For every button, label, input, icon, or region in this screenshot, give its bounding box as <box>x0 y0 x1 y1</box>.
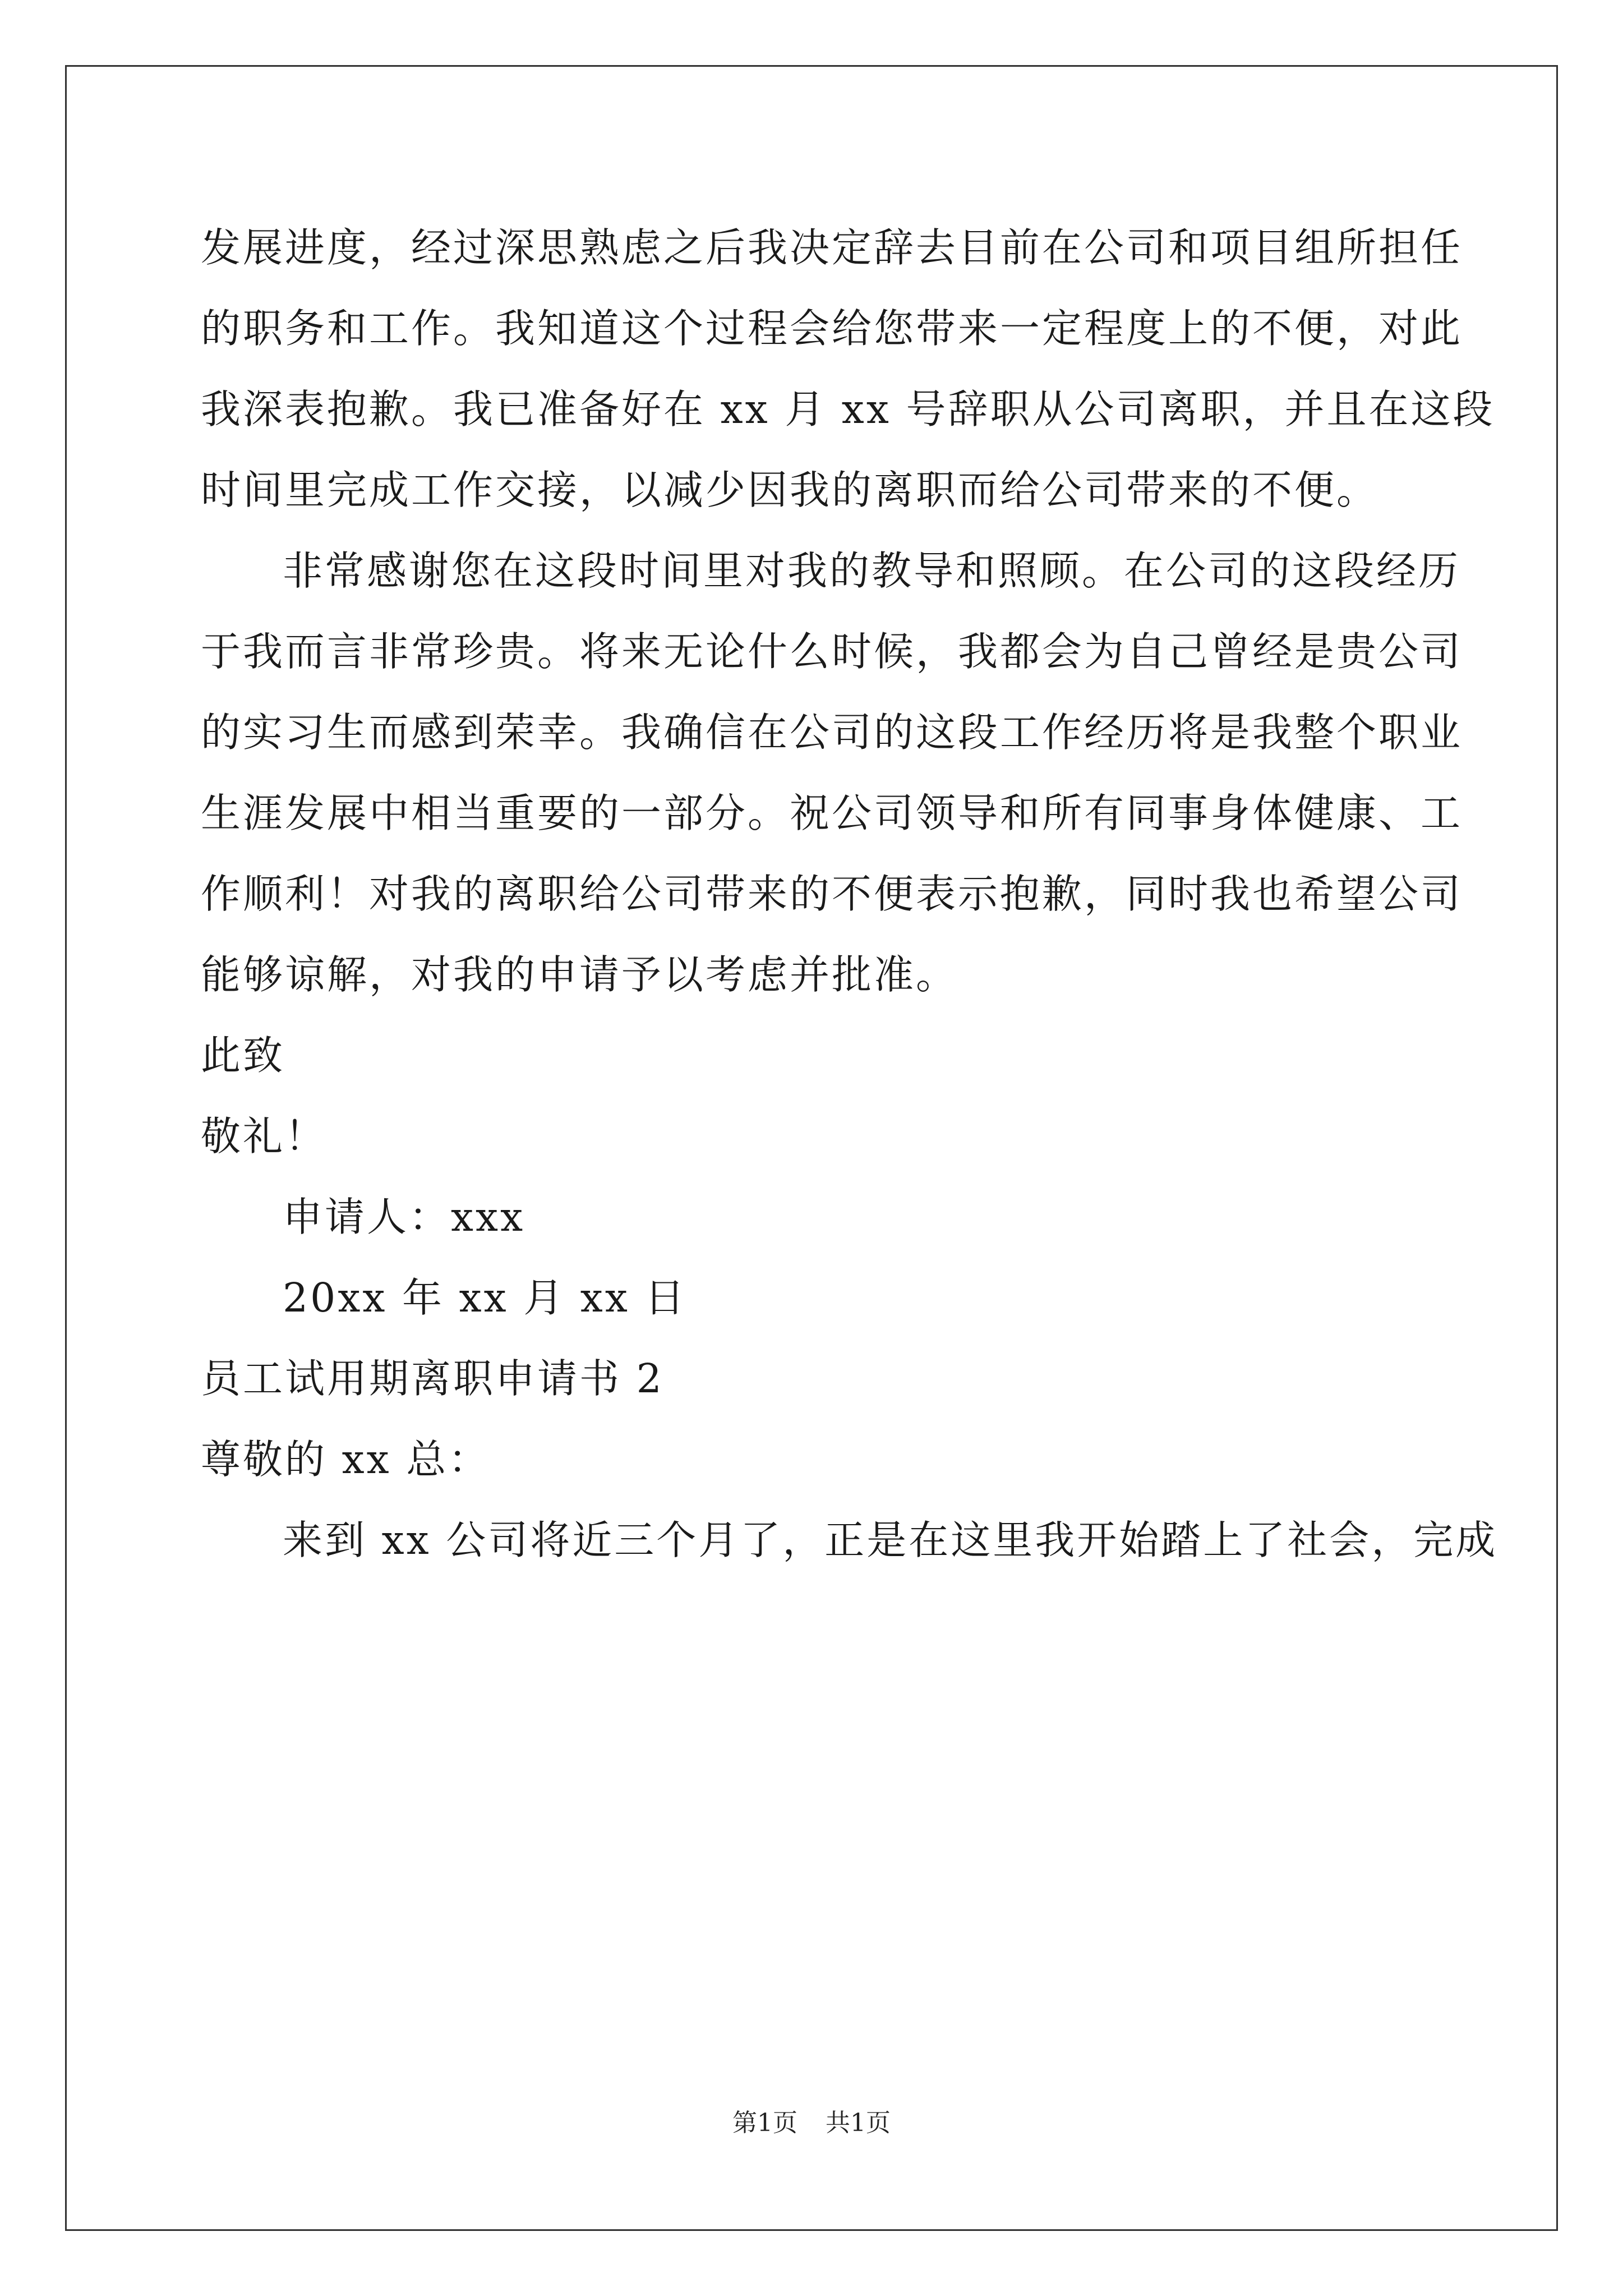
closing-salutation: 此致 <box>201 1032 285 1079</box>
paragraph-line: 我深表抱歉。我已准备好在 xx 月 xx 号辞职从公司离职，并且在这段 <box>201 386 1495 432</box>
paragraph-line: 生涯发展中相当重要的一部分。祝公司领导和所有同事身体健康、工 <box>201 790 1463 836</box>
paragraph-line: 时间里完成工作交接，以减少因我的离职而给公司带来的不便。 <box>201 467 1379 513</box>
closing-regards: 敬礼！ <box>201 1113 328 1159</box>
paragraph-line: 非常感谢您在这段时间里对我的教导和照顾。在公司的这段经历 <box>283 547 1461 594</box>
section-title: 员工试用期离职申请书 2 <box>201 1355 664 1402</box>
signature-date: 20xx 年 xx 月 xx 日 <box>283 1274 687 1321</box>
page-footer <box>0 2102 1623 2138</box>
paragraph-line: 发展进度，经过深思熟虑之后我决定辞去目前在公司和项目组所担任 <box>201 224 1463 271</box>
document-body <box>201 208 1498 1581</box>
paragraph-line: 来到 xx 公司将近三个月了，正是在这里我开始踏上了社会，完成 <box>283 1517 1498 1563</box>
letter-greeting: 尊敬的 xx 总： <box>201 1436 491 1483</box>
paragraph-line: 的职务和工作。我知道这个过程会给您带来一定程度上的不便，对此 <box>201 305 1463 352</box>
page-number-total: 共1页 <box>826 2109 891 2137</box>
page-number-current: 第1页 <box>732 2109 797 2137</box>
paragraph-line: 能够谅解，对我的申请予以考虑并批准。 <box>201 951 958 998</box>
paragraph-line: 于我而言非常珍贵。将来无论什么时候，我都会为自己曾经是贵公司 <box>201 628 1463 675</box>
paragraph-line: 作顺利！对我的离职给公司带来的不便表示抱歉，同时我也希望公司 <box>201 871 1463 917</box>
paragraph-line: 的实习生而感到荣幸。我确信在公司的这段工作经历将是我整个职业 <box>201 709 1463 756</box>
applicant-signature: 申请人：xxx <box>283 1194 525 1240</box>
